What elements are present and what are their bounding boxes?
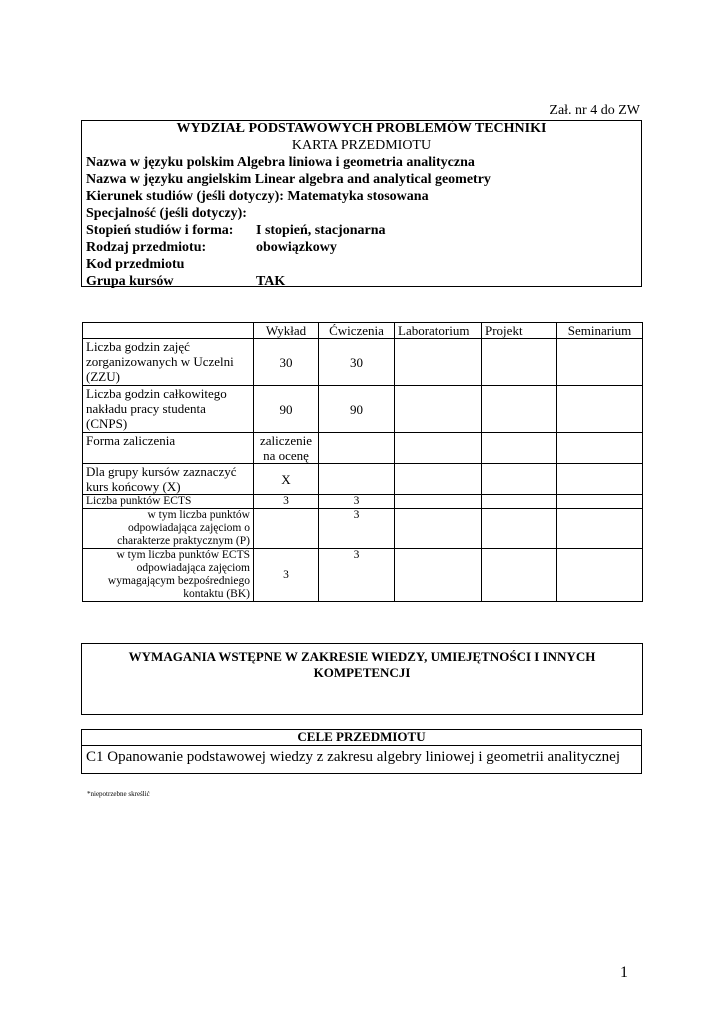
- row-label: w tym liczba punktów odpowiadająca zajęciom o charakterze praktycznym (P): [83, 509, 254, 549]
- study-level-row: [82, 222, 641, 239]
- table-cell: [482, 509, 557, 549]
- table-cell: 30: [319, 339, 395, 386]
- row-label: Forma zaliczenia: [83, 433, 254, 464]
- course-type-value: obowiązkowy: [256, 240, 337, 255]
- prerequisites-title: WYMAGANIA WSTĘPNE W ZAKRESIE WIEDZY, UMIEJĘTNOŚCI I INNYCH KOMPETENCJI: [128, 649, 596, 680]
- course-goals-title: CELE PRZEDMIOTU: [82, 730, 641, 746]
- annex-label: Zał. nr 4 do ZW: [549, 103, 640, 118]
- row-label: Liczba punktów ECTS: [83, 495, 254, 509]
- table-row: [83, 386, 643, 433]
- course-type-row: [82, 239, 641, 256]
- table-cell: 3: [254, 495, 319, 509]
- course-group-label: Grupa kursów: [86, 274, 174, 289]
- table-cell: [482, 339, 557, 386]
- table-cell: [395, 386, 482, 433]
- table-cell: [395, 339, 482, 386]
- study-level-label: Stopień studiów i forma:: [86, 223, 234, 238]
- table-cell: 3: [319, 495, 395, 509]
- table-cell: [482, 386, 557, 433]
- course-name-pl: Nazwa w języku polskim Algebra liniowa i geometria analityczna: [86, 155, 475, 170]
- table-row: [83, 549, 643, 602]
- card-title: KARTA PRZEDMIOTU: [291, 138, 432, 153]
- table-cell: [557, 433, 643, 464]
- table-cell: [254, 509, 319, 549]
- hours-table: [82, 322, 643, 602]
- table-cell: 90: [319, 386, 395, 433]
- table-cell: [557, 386, 643, 433]
- row-label: Liczba godzin zajęć zorganizowanych w Uczelni (ZZU): [83, 339, 254, 386]
- table-row: [83, 509, 643, 549]
- table-cell: [482, 464, 557, 495]
- course-type-label: Rodzaj przedmiotu:: [86, 240, 207, 255]
- faculty-title: WYDZIAŁ PODSTAWOWYCH PROBLEMÓW TECHNIKI: [176, 121, 547, 136]
- table-cell: [557, 464, 643, 495]
- column-header: Laboratorium: [395, 323, 482, 339]
- course-name-en: Nazwa w języku angielskim Linear algebra and analytical geometry: [86, 172, 491, 187]
- table-row: [83, 495, 643, 509]
- footnote: *niepotrzebne skreślić: [87, 790, 150, 798]
- table-cell: [557, 509, 643, 549]
- table-corner-cell: [83, 323, 254, 339]
- table-cell: 3: [319, 549, 395, 602]
- table-cell: 30: [254, 339, 319, 386]
- column-header: Wykład: [254, 323, 319, 339]
- column-header: Seminarium: [557, 323, 643, 339]
- study-level-value: I stopień, stacjonarna: [256, 223, 386, 238]
- course-card-header: [81, 120, 642, 287]
- table-cell: 3: [319, 509, 395, 549]
- column-header: Projekt: [482, 323, 557, 339]
- field-of-study: Kierunek studiów (jeśli dotyczy): Matematyka stosowana: [86, 189, 429, 204]
- table-cell: [319, 433, 395, 464]
- page-number: 1: [620, 964, 628, 981]
- row-label: Dla grupy kursów zaznaczyć kurs końcowy (X): [83, 464, 254, 495]
- column-header: Ćwiczenia: [319, 323, 395, 339]
- table-row: [83, 433, 643, 464]
- table-cell: X: [254, 464, 319, 495]
- table-cell: 3: [254, 549, 319, 602]
- table-cell: [319, 464, 395, 495]
- table-row: [83, 464, 643, 495]
- course-group-value: TAK: [256, 274, 286, 289]
- course-group-row: [82, 273, 641, 290]
- table-cell: zaliczenie na ocenę: [254, 433, 319, 464]
- table-cell: [395, 509, 482, 549]
- table-header-row: [83, 323, 643, 339]
- table-cell: [395, 549, 482, 602]
- course-code-label: Kod przedmiotu: [86, 257, 185, 272]
- row-label: Liczba godzin całkowitego nakładu pracy studenta (CNPS): [83, 386, 254, 433]
- table-cell: [395, 433, 482, 464]
- course-goals-section: [81, 729, 642, 774]
- row-label: w tym liczba punktów ECTS odpowiadająca zajęciom wymagającym bezpośredniego kontaktu (BK): [83, 549, 254, 602]
- table-cell: 90: [254, 386, 319, 433]
- table-cell: [482, 433, 557, 464]
- course-goal-item: C1 Opanowanie podstawowej wiedzy z zakresu algebry liniowej i geometrii analitycznej: [86, 749, 620, 765]
- table-cell: [557, 495, 643, 509]
- table-cell: [482, 495, 557, 509]
- table-cell: [395, 495, 482, 509]
- table-row: [83, 339, 643, 386]
- table-cell: [557, 549, 643, 602]
- table-cell: [482, 549, 557, 602]
- table-cell: [395, 464, 482, 495]
- table-cell: [557, 339, 643, 386]
- specialty: Specjalność (jeśli dotyczy):: [86, 206, 247, 221]
- prerequisites-section: [81, 643, 643, 715]
